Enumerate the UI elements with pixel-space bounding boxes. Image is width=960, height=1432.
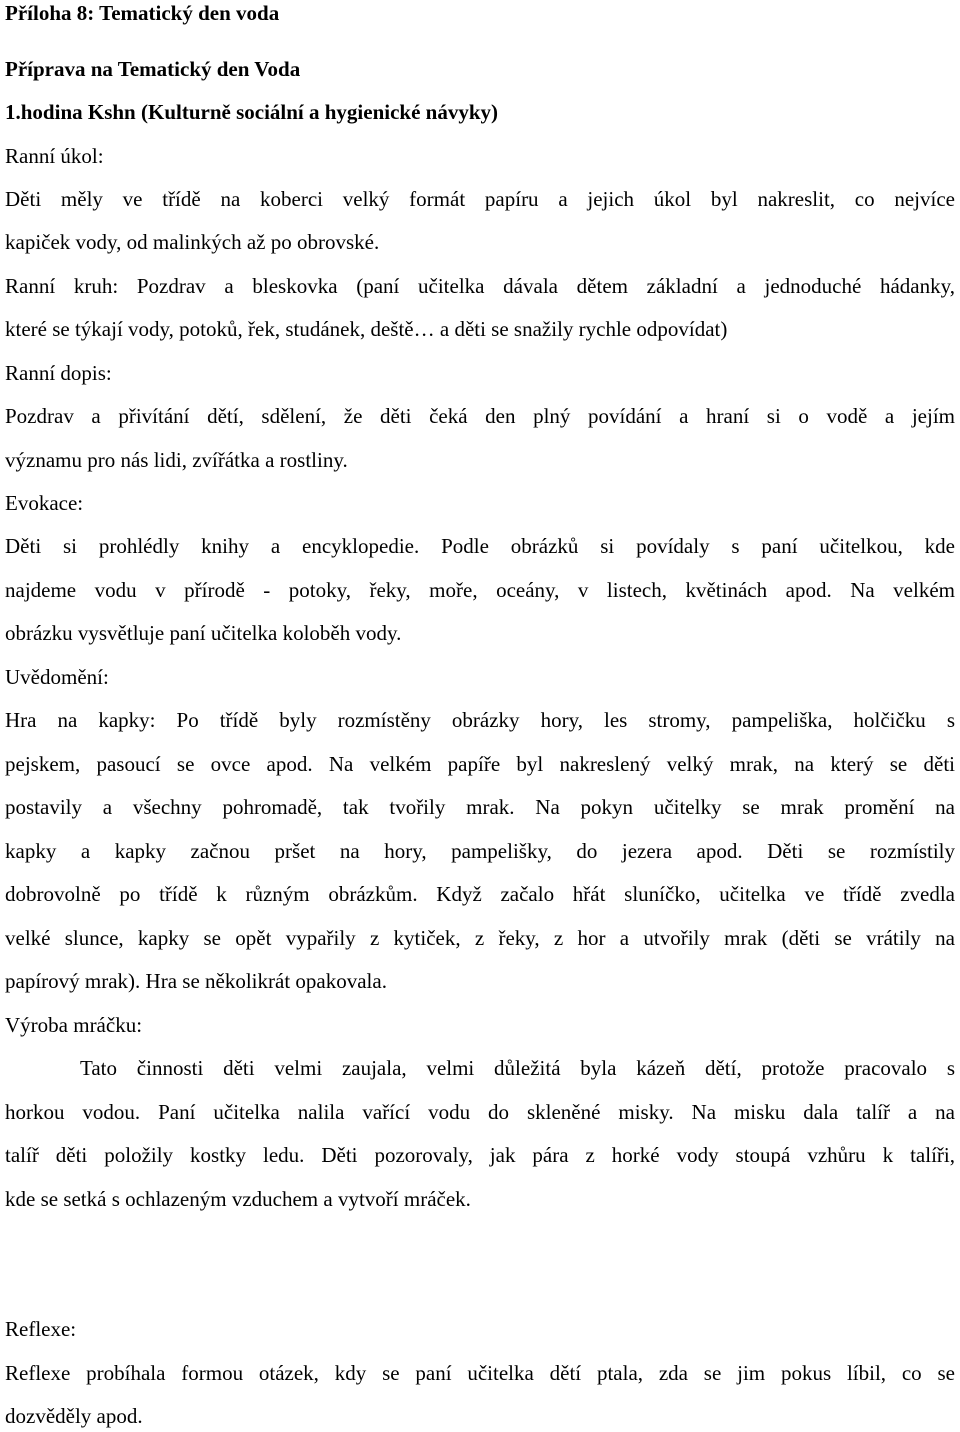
paragraph-line: Hra na kapky: Po třídě byly rozmístěny obrázky hory, les stromy, pampeliška, holčičku s <box>5 708 955 732</box>
paragraph-line: dobrovolně po třídě k různým obrázkům. Když začalo hřát sluníčko, učitelka ve třídě zvedla <box>5 882 955 906</box>
paragraph-line: které se týkají vody, potoků, řek, studánek, deště… a děti se snažily rychle odpovídat) <box>5 317 728 341</box>
paragraph-line: Ranní kruh: Pozdrav a bleskovka (paní učitelka dávala dětem základní a jednoduché hádanky, <box>5 274 955 298</box>
paragraph-line: kde se setká s ochlazeným vzduchem a vytvoří mráček. <box>5 1187 471 1211</box>
paragraph-line: obrázku vysvětluje paní učitelka koloběh vody. <box>5 621 402 645</box>
paragraph-line: Děti si prohlédly knihy a encyklopedie. Podle obrázků si povídaly s paní učitelkou, kde <box>5 534 955 558</box>
paragraph-line: najdeme vodu v přírodě - potoky, řeky, moře, oceány, v listech, květinách apod. Na velkém <box>5 578 955 602</box>
section-label-morning-task: Ranní úkol: <box>5 144 104 168</box>
paragraph-line: postavily a všechny pohromadě, tak tvořily mrak. Na pokyn učitelky se mrak promění na <box>5 795 955 819</box>
lesson-title: 1.hodina Kshn (Kulturně sociální a hygienické návyky) <box>5 100 499 124</box>
section-label-realization: Uvědomění: <box>5 665 109 689</box>
section-label-evocation: Evokace: <box>5 491 84 515</box>
paragraph-line: Děti měly ve třídě na koberci velký formát papíru a jejich úkol byl nakreslit, co nejvíce <box>5 187 955 211</box>
paragraph-line: talíř děti položily kostky ledu. Děti pozorovaly, jak pára z horké vody stoupá vzhůru k talíři, <box>5 1143 955 1167</box>
section-label-cloud-making: Výroba mráčku: <box>5 1013 143 1037</box>
paragraph-line: dozvěděly apod. <box>5 1404 143 1428</box>
paragraph-line: Tato činnosti děti velmi zaujala, velmi důležitá byla kázeň dětí, protože pracovalo s <box>80 1056 955 1080</box>
paragraph-line: papírový mrak). Hra se několikrát opakovala. <box>5 969 387 993</box>
preparation-heading: Příprava na Tematický den Voda <box>5 57 301 81</box>
section-label-reflection: Reflexe: <box>5 1317 77 1341</box>
paragraph-line: Pozdrav a přivítání dětí, sdělení, že děti čeká den plný povídání a hraní si o vodě a jejím <box>5 404 955 428</box>
paragraph-line: horkou vodou. Paní učitelka nalila vařící vodu do skleněné misky. Na misku dala talíř a na <box>5 1100 955 1124</box>
section-label-morning-letter: Ranní dopis: <box>5 361 112 385</box>
appendix-heading: Příloha 8: Tematický den voda <box>5 1 280 25</box>
paragraph-line: pejskem, pasoucí se ovce apod. Na velkém papíře byl nakreslený velký mrak, na který se děti <box>5 752 955 776</box>
paragraph-line: kapiček vody, od malinkých až po obrovské. <box>5 230 380 254</box>
paragraph-line: významu pro nás lidi, zvířátka a rostliny. <box>5 448 348 472</box>
paragraph-line: velké slunce, kapky se opět vypařily z kytiček, z řeky, z hor a utvořily mrak (děti se vrátily na <box>5 926 955 950</box>
paragraph-line: kapky a kapky začnou pršet na hory, pampelišky, do jezera apod. Děti se rozmístily <box>5 839 955 863</box>
paragraph-line: Reflexe probíhala formou otázek, kdy se paní učitelka dětí ptala, zda se jim pokus líbil, co se <box>5 1361 955 1385</box>
